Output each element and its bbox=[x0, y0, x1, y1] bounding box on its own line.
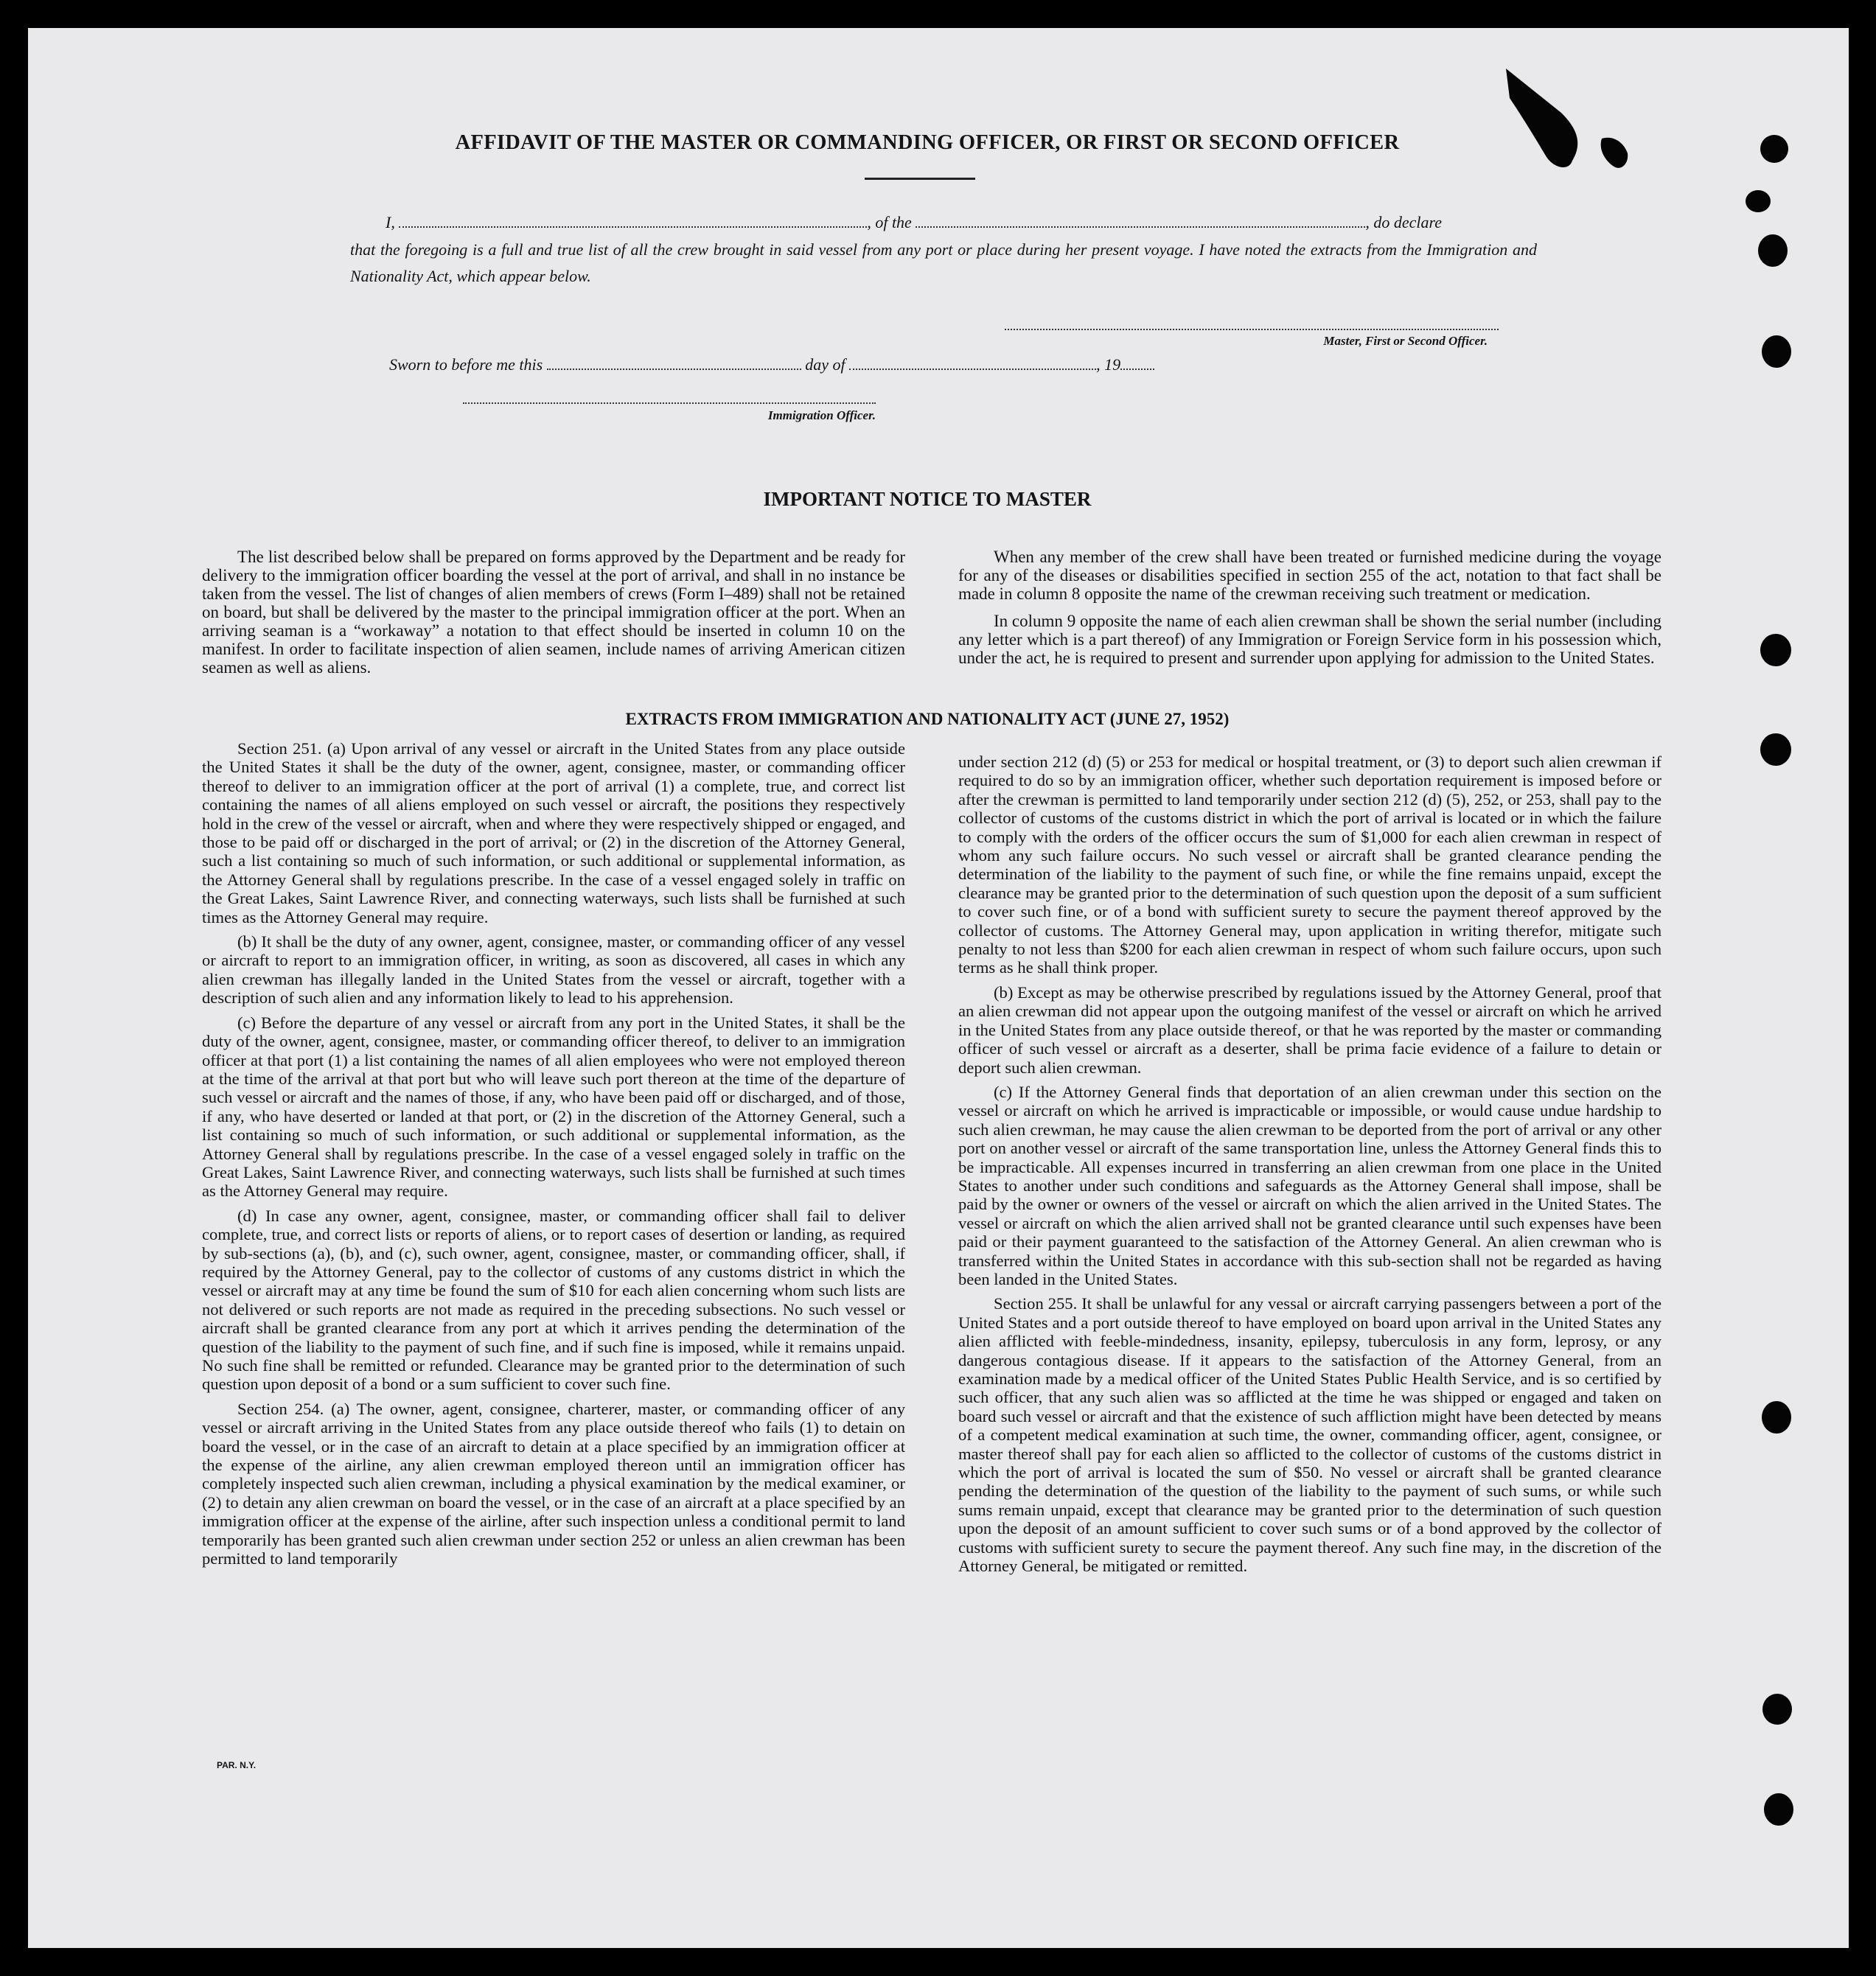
act-paragraph: (b) Except as may be otherwise prescribed by regulations issued by the Attorney General, proof that an alien crewman did not appear upon the outgoing manifest of the vessel or aircraft on which he arrived in the United States from any place outside thereof, or that he was reported by the master or commanding officer of such vessel or aircraft as a deserter, shall be prima facie evidence of a failure to detain or deport such alien crewman. bbox=[958, 982, 1661, 1077]
notice-title: IMPORTANT NOTICE TO MASTER bbox=[763, 488, 1092, 510]
binder-hole bbox=[1760, 135, 1788, 163]
year-prefix: , 19 bbox=[1096, 355, 1121, 374]
act-paragraph: Section 255. It shall be unlawful for any vessal or aircraft carrying passengers between a port of the United States and a port outside thereof to have employed on board upon arrival in the United States any alien afflicted with feeble-mindedness, insanity, epilepsy, tuberculosis in any form, leprosy, or any dangerous contagious disease. If it appears to the satisfaction of the Attorney General, from an examination made by a medical officer of the United States Public Health Service, and is so certified by such officer, that any such alien was so afflicted at the time he was shipped or engaged and taken on board such vessel or aircraft and that the existence of such affliction might have been detected by means of a competent medical examination at such time, the owner, commanding officer, agent, consignee, or master thereof shall pay for each alien so afflicted to the collector of customs of the customs district in which the port of arrival is located the sum of $50. No vessel or aircraft shall be granted clearance pending the determination of the question of the liability to the payment of such sums, or while such sums remain unpaid, except that clearance may be granted prior to the determination of such question upon the deposit of an amount sufficient to cover such sums or of a bond approved by the collector of customs with sufficient surety to secure the payment thereof. Any such fine may, in the discretion of the Attorney General, be mitigated or remitted. bbox=[958, 1294, 1661, 1576]
notice-left-column bbox=[202, 548, 905, 685]
sworn-line bbox=[389, 351, 1274, 374]
sworn-label: Sworn to before me this bbox=[389, 355, 543, 374]
binder-hole bbox=[1764, 1793, 1793, 1826]
affidavit-title: AFFIDAVIT OF THE MASTER OR COMMANDING OFFICER, OR FIRST OR SECOND OFFICER bbox=[455, 131, 1400, 154]
master-signature-line[interactable] bbox=[1005, 329, 1499, 330]
act-paragraph: Section 254. (a) The owner, agent, consignee, charterer, master, or commanding officer of any vessel or aircraft arriving in the United States from any place outside thereof who fails (1) to detain on board the vessel, or in the case of an aircraft to detain at a place specified by an immigration officer at the expense of the airline, any alien crewman employed thereon until an immigration officer has completely inspected such alien crewman, including a physical examination by the medical examiner, or (2) to detain any alien crewman on board the vessel, or in the case of an aircraft at a place specified by an immigration officer at the expense of the airline, after such inspection unless a conditional permit to land temporarily has been granted such alien crewman under section 252 or unless an alien crewman has been permitted to land temporarily bbox=[202, 1399, 905, 1568]
sworn-month-field[interactable] bbox=[849, 351, 1096, 370]
notice-paragraph: In column 9 opposite the name of each alien crewman shall be shown the serial number (including any letter which is a part thereof) of any Immigration or Foreign Service form in his possession which, under the act, he is required to present and surrender upon applying for admission to the United States. bbox=[958, 612, 1661, 667]
vessel-field[interactable] bbox=[916, 209, 1365, 228]
notice-paragraph: The list described below shall be prepared on forms approved by the Department and be ready for delivery to the immigration officer boarding the vessel at the port of arrival, and shall in no instance be taken from the vessel. The list of changes of alien members of crews (Form I–489) shall not be retained on board, but shall be delivered by the master to the principal immigration officer at the port. When an arriving seaman is a “workaway” a notation to that effect should be inserted in column 10 on the manifest. In order to facilitate inspection of alien seamen, include names of arriving American citizen seamen as well as aliens. bbox=[202, 548, 905, 677]
act-paragraph: (d) In case any owner, agent, consignee, master, or commanding officer shall fail to deliver complete, true, and correct lists or reports of aliens, or to report cases of desertion or landing, as required by sub-sections (a), (b), and (c), such owner, agent, consignee, master, or commanding officer, shall, if required by the Attorney General, pay to the collector of customs of any customs district in which the vessel or aircraft may at any time be found the sum of $10 for each alien concerning whom such lists are not delivered or such reports are not made as required in the preceding subsections. No such vessel or aircraft shall be granted clearance from any port at which it arrives pending the determination of the question of the liability to the payment of such fine, and if such fine is imposed, while it remains unpaid. No such fine shall be remitted or refunded. Clearance may be granted prior to the determination of such question upon deposit of a bond or a sum sufficient to cover such fine. bbox=[202, 1206, 905, 1394]
sworn-day-field[interactable] bbox=[547, 351, 801, 370]
extracts-left-column bbox=[202, 739, 905, 1574]
binder-hole bbox=[1758, 234, 1788, 267]
of-the-label: , of the bbox=[867, 213, 912, 231]
binder-hole bbox=[1762, 1694, 1792, 1725]
printer-mark: PAR. N.Y. bbox=[217, 1760, 257, 1770]
binder-hole bbox=[1760, 634, 1791, 666]
binder-hole bbox=[1762, 335, 1791, 368]
act-paragraph: (c) If the Attorney General finds that deportation of an alien crewman under this section on the vessel or aircraft on which he arrived is impracticable or impossible, or would cause undue hardship to such alien crewman, he may cause the alien crewman to be deported from the port of arrival or any other port on another vessel or aircraft of the same transportation line, unless the Attorney General finds this to be impracticable. All expenses incurred in transferring an alien crewman from one place in the United States to another under such conditions and safeguards as the Attorney General shall impose, shall be paid by the owner or owners of the vessel or aircraft on which the alien arrived in the United States. The vessel or aircraft on which the alien arrived shall not be granted clearance until such expenses have been paid or their payment guaranteed to the satisfaction of the Attorney General. An alien crewman who is transferred within the United States in accordance with this sub-section shall not be regarded as having been landed in the United States. bbox=[958, 1082, 1661, 1288]
day-of-label: day of bbox=[805, 355, 845, 374]
name-field[interactable] bbox=[399, 209, 867, 228]
officer-signature-line[interactable] bbox=[463, 402, 876, 404]
extracts-title: EXTRACTS FROM IMMIGRATION AND NATIONALITY ACT (JUNE 27, 1952) bbox=[625, 710, 1230, 728]
do-declare-label: , do declare bbox=[1365, 213, 1442, 231]
torn-corner-damage-icon bbox=[1502, 69, 1650, 231]
notice-right-column bbox=[958, 548, 1661, 676]
master-signature-caption: Master, First or Second Officer. bbox=[1323, 334, 1488, 348]
extracts-right-column bbox=[958, 753, 1661, 1581]
act-paragraph: (b) It shall be the duty of any owner, agent, consignee, master, or commanding officer of any vessel or aircraft to report to an immigration officer, in writing, as soon as discovered, all cases in which any alien crewman has illegally landed in the United States from the vessel or aircraft, together with a description of such alien and any information likely to lead to his apprehension. bbox=[202, 932, 905, 1008]
officer-signature-caption: Immigration Officer. bbox=[767, 408, 876, 422]
declaration-line bbox=[386, 209, 1535, 232]
notice-paragraph: When any member of the crew shall have been treated or furnished medicine during the voyage for any of the diseases or disabilities specified in section 255 of the act, notation to that fact shall be made in column 8 opposite the name of the crewman receiving such treatment or medication. bbox=[958, 548, 1661, 603]
binder-hole bbox=[1762, 1401, 1791, 1434]
document-page bbox=[28, 28, 1849, 1948]
binder-hole bbox=[1746, 190, 1771, 212]
act-paragraph: under section 212 (d) (5) or 253 for medical or hospital treatment, or (3) to deport such alien crewman if required to do so by an immigration officer, whether such deportation requirement is imposed before or after the crewman is permitted to land temporarily under section 212 (d) (5), 252, or 253, shall pay to the collector of customs of the customs district in which the port of arrival is located or in which the failure to comply with the orders of the officer occurs the sum of $1,000 for each alien crewman in respect of whom any such failure occurs. No such vessel or aircraft shall be granted clearance pending the determination of the liability to the payment of such fine, or while the fine remains unpaid, except the clearance may be granted prior to the determination of such question upon the deposit of a sum sufficient to cover such fine, or of a bond with sufficient surety to secure the payment thereof approved by the collector of customs. The Attorney General may, upon application in writing therefor, mitigate such penalty to not less than $200 for each alien crewman in respect of whom such failure occurs, upon such terms as he shall think proper. bbox=[958, 753, 1661, 977]
i-label: I, bbox=[386, 213, 395, 231]
title-underline bbox=[865, 178, 975, 180]
act-paragraph: Section 251. (a) Upon arrival of any vessel or aircraft in the United States from any place outside the United States it shall be the duty of the owner, agent, consignee, master, or commanding officer thereof to deliver to an immigration officer at the port of arrival (1) a complete, true, and correct list containing the names of all aliens employed on such vessel or aircraft, the positions they respectively hold in the crew of the vessel or aircraft, when and where they were respectively shipped or engaged, and those to be paid off or discharged in the port of arrival; or (2) in the discretion of the Attorney General, such a list containing so much of such information, or such additional or supplemental information, as the Attorney General shall by regulations prescribe. In the case of a vessel engaged solely in traffic on the Great Lakes, Saint Lawrence River, and connecting waterways, such lists shall be furnished at such times as the Attorney General may require. bbox=[202, 739, 905, 926]
declaration-text: that the foregoing is a full and true list of all the crew brought in said vessel from any port or place during her present voyage. I have noted the extracts from the Immigration and Nationality Act, which appear below. bbox=[350, 240, 1537, 285]
binder-hole bbox=[1760, 733, 1791, 766]
act-paragraph: (c) Before the departure of any vessel or aircraft from any port in the United States, it shall be the duty of the owner, agent, consignee, master, or commanding officer thereof, to deliver to an immigration officer at that port (1) a list containing the names of all alien employees who were not employed thereon at the time of the arrival at that port but who will leave such port thereon at the time of the departure of such vessel or aircraft and the names of those, if any, who have been paid off or discharged, and of those, if any, who have deserted or landed at that port, or (2) in the discretion of the Attorney General, such a list containing so much of such information, or such additional or supplemental information, as the Attorney General shall by regulations prescribe. In the case of a vessel engaged solely in traffic on the Great Lakes, Saint Lawrence River, and connecting waterways, such lists shall be furnished at such times as the Attorney General may require. bbox=[202, 1013, 905, 1201]
sworn-year-field[interactable] bbox=[1120, 351, 1154, 370]
